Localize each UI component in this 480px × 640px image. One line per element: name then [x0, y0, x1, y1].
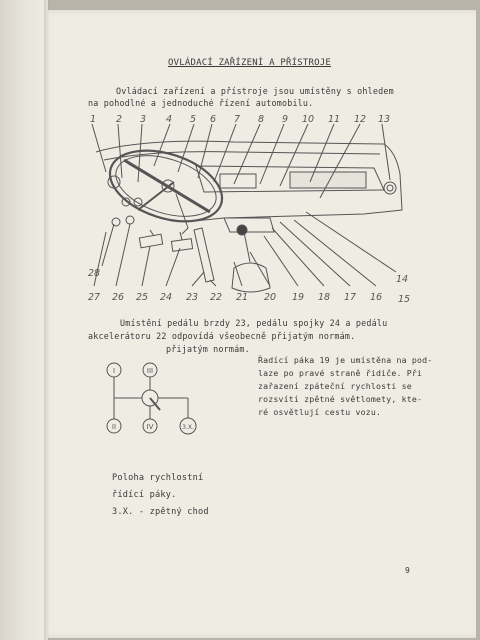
callout-22: 22 [210, 292, 223, 303]
callout-23: 23 [186, 292, 199, 303]
gear-text-line-3: zařazení zpáteční rychlosti se [258, 381, 412, 391]
callout-9: 9 [282, 114, 289, 125]
callout-25: 25 [136, 292, 149, 303]
callout-6: 6 [210, 114, 217, 125]
pedal-text-line-2: akcelerátoru 22 odpovídá všeobecně přijatým normám. [88, 331, 356, 341]
callout-7: 7 [234, 114, 241, 125]
gear-lever-text [258, 354, 433, 419]
callout-4: 4 [166, 114, 173, 125]
dashboard-illustration [84, 112, 414, 307]
callout-15: 15 [398, 294, 411, 305]
callout-8: 8 [258, 114, 265, 125]
left-page-edge [0, 0, 48, 640]
intro-line-2: na pohodlné a jednoduché řízení automobilu. [88, 98, 314, 108]
callout-20: 20 [264, 292, 277, 303]
gear-position-1: I [112, 367, 116, 375]
callout-28: 28 [88, 268, 101, 279]
gear-position-3: III [146, 367, 154, 375]
callout-12: 12 [354, 114, 367, 125]
gear-position-reverse: 3.X. [182, 424, 194, 431]
callout-16: 16 [370, 292, 383, 303]
callout-13: 13 [378, 114, 391, 125]
gear-text-line-1: Řadící páka 19 je umístěna na pod- [258, 355, 433, 365]
gear-text-line-2: laze po pravé straně řidiče. Při [258, 368, 423, 378]
callout-14: 14 [396, 274, 409, 285]
callout-10: 10 [302, 114, 315, 125]
callout-21: 21 [236, 292, 249, 303]
caption-line-2: řídící páky. [112, 490, 177, 500]
gear-text-line-5: ré osvětlují cestu vozu. [258, 407, 382, 417]
pedal-text-line-1: Umístění pedálu brzdy 23, pedálu spojky 24 a pedálu [120, 318, 388, 328]
gear-text-line-4: rozsvítí zpětné světlomety, kte- [258, 394, 423, 404]
caption-line-3: 3.X. - zpětný chod [112, 507, 209, 517]
gear-shift-pattern-diagram [98, 358, 208, 438]
callout-19: 19 [292, 292, 305, 303]
callout-17: 17 [344, 292, 357, 303]
callout-24: 24 [160, 292, 173, 303]
callout-3: 3 [140, 114, 147, 125]
intro-line-1: Ovládací zařízení a přístroje jsou umístěny s ohledem [116, 86, 394, 96]
pedal-text-line-3: přijatým normám. [166, 344, 250, 354]
gear-position-4: IV [146, 423, 154, 431]
binding-shadow [44, 0, 50, 640]
section-title: OVLÁDACÍ ZAŘÍZENÍ A PŘÍSTROJE [168, 58, 331, 68]
gear-position-2: II [111, 423, 117, 431]
callout-5: 5 [190, 114, 197, 125]
caption-line-1: Poloha rychlostní [112, 473, 204, 483]
gear-diagram-caption [112, 470, 209, 521]
callout-26: 26 [112, 292, 125, 303]
callout-1: 1 [90, 114, 97, 125]
callout-11: 11 [328, 114, 341, 125]
callout-2: 2 [116, 114, 123, 125]
callout-27: 27 [88, 292, 101, 303]
page-number: 9 [405, 566, 411, 575]
callout-18: 18 [318, 292, 331, 303]
